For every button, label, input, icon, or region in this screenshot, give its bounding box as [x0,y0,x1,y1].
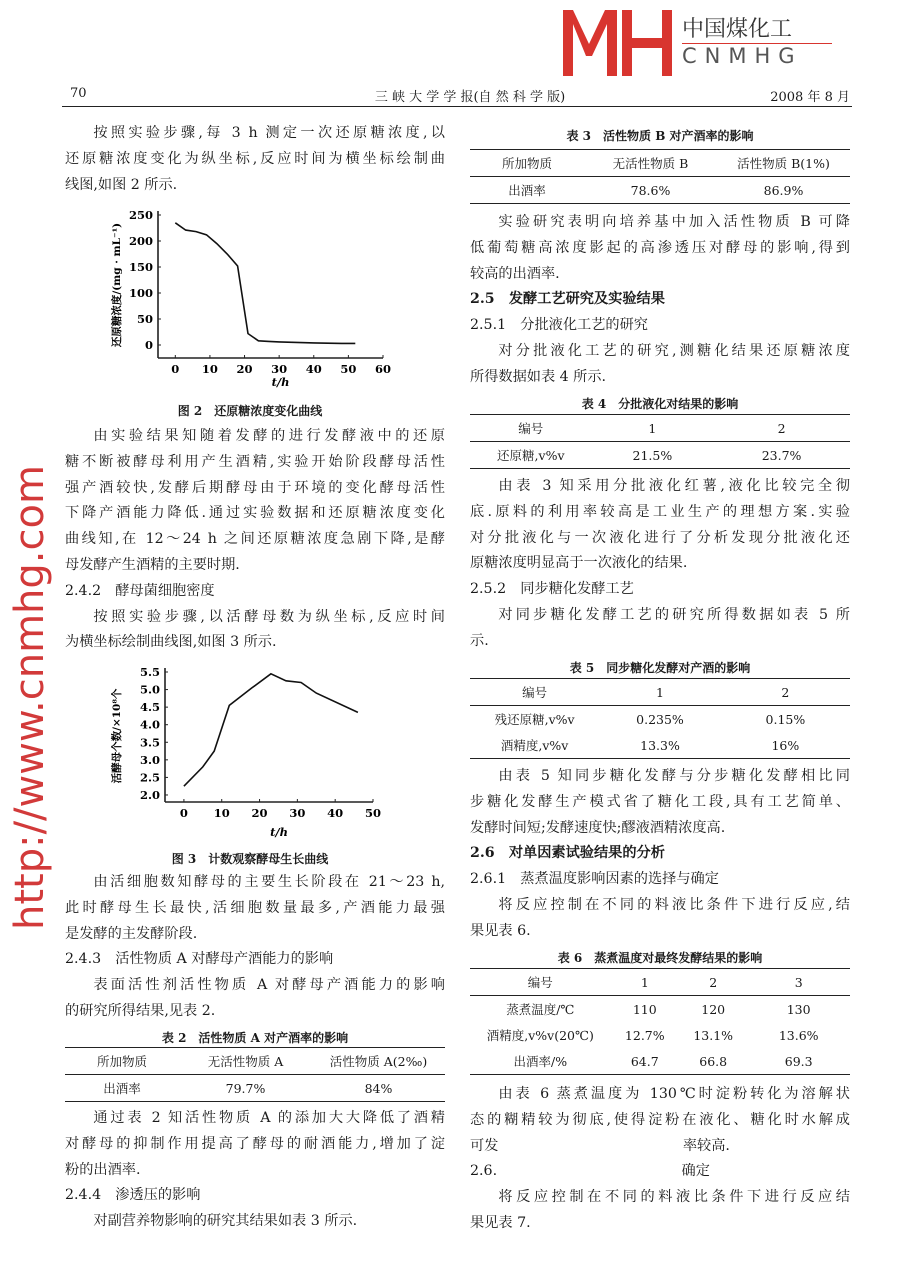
column-header: 所加物质 [501,156,552,171]
column-header: 1 [648,420,657,436]
table-cell: 13.3% [640,737,680,753]
logo-text-cn: 中国煤化工 [682,12,832,44]
table-cell: 酒精度,v%v(20℃) [486,1028,594,1043]
text-line: 由表 3 知采用分批液化红薯,液化比较完全彻 [498,478,850,494]
section-heading: 2.5.2 同步糖化发酵工艺 [470,581,634,598]
column-header: 3 [794,974,803,990]
figure-3-caption: 图 3 计数观察酵母生长曲线 [171,852,329,866]
table-cell: 120 [701,1001,726,1017]
section-heading: 2.6 对单因素试验结果的分析 [470,845,665,862]
y-tick-label: 3.5 [139,735,160,750]
column-header: 编号 [522,685,548,700]
text-line: 还原糖浓度变化为纵坐标,反应时间为横坐标绘制曲 [65,150,445,167]
column-header: 编号 [527,975,553,990]
table-cell: 110 [632,1001,657,1017]
text-line: 强产酒较快,发酵后期酵母由于环境的变化酵母活性 [65,479,445,496]
cnmhg-logo [560,10,675,76]
text-line: 的研究所得结果,见表 2. [65,1002,216,1019]
table-cell: 86.9% [763,182,804,198]
text-line: 由实验结果知随着发酵的进行发酵液中的还原 [93,428,445,444]
text-line: 将反应控制在不同的料液比条件下进行反应结 [498,1189,850,1206]
y-tick-label: 2.5 [139,770,160,785]
table-cell: 0.15% [765,711,806,727]
table-cell: 23.7% [761,447,802,463]
text-line: 可发 率较高. [470,1137,730,1154]
text-line: 实验研究表明向培养基中加入活性物质 B 可降 [498,214,850,230]
y-tick-label: 4.5 [139,700,160,715]
column-header: 1 [640,974,649,990]
x-tick-label: 40 [327,806,344,820]
table-cell: 21.5% [632,447,673,463]
x-tick-label: 20 [251,806,268,820]
text-line: 粉的出酒率. [65,1161,141,1178]
y-tick-label: 150 [128,260,153,274]
x-tick-label: 50 [364,806,382,820]
text-line: 发酵时间短;发酵速度快;醪液酒精浓度高. [470,819,726,836]
table-cell: 66.8 [699,1053,728,1069]
section-heading: 2.4.2 酵母菌细胞密度 [65,582,215,599]
text-line: 按照实验步骤,以活酵母数为纵坐标,反应时间 [93,608,445,625]
column-header: 无活性物质 B [612,156,689,171]
table-cell: 出酒率 [508,183,546,198]
figure-2-caption: 图 2 还原糖浓度变化曲线 [177,404,323,418]
y-tick-label: 4.0 [139,717,160,732]
section-heading: 2.4.4 渗透压的影响 [65,1187,201,1204]
table-cell: 蒸煮温度/℃ [506,1002,575,1017]
text-line: 对副营养物影响的研究其结果如表 3 所示. [93,1213,358,1230]
text-line: 是发酵的主发酵阶段. [65,925,198,942]
x-tick-label: 40 [305,362,322,376]
journal-title: 三 峡 大 学 学 报(自 然 科 学 版) [374,90,566,105]
table-cell: 13.6% [778,1027,819,1043]
table-2-caption: 表 2 活性物质 A 对产酒率的影响 [161,1031,349,1045]
text-line: 通过表 2 知活性物质 A 的添加大大降低了酒精 [93,1110,445,1126]
column-header: 1 [656,684,664,700]
section-heading: 2.6.1 蒸煮温度影响因素的选择与确定 [470,871,719,888]
section-heading: 2.6. 确定 [470,1163,710,1180]
y-tick-label: 50 [136,312,153,326]
table-6-caption: 表 6 蒸煮温度对最终发酵结果的影响 [557,951,763,965]
text-line: 所得数据如表 4 所示. [470,368,607,385]
text-line: 为横坐标绘制曲线图,如图 3 所示. [65,634,277,651]
text-line: 步糖化发酵生产模式省了糖化工段,具有工艺简单、 [470,793,850,810]
y-tick-label: 250 [128,208,153,222]
table-4-caption: 表 4 分批液化对结果的影响 [581,397,739,411]
text-line: 下降产酒能力降低.通过实验数据和还原糖浓度变化 [65,505,445,522]
y-tick-label: 3.0 [139,752,160,767]
x-tick-label: 10 [213,806,230,820]
text-line: 糖不断被酵母利用产生酒精,实验开始阶段酵母活性 [65,453,445,470]
x-tick-label: 50 [340,362,357,376]
table-cell: 64.7 [630,1053,659,1069]
table-cell: 酒精度,v%v [500,738,569,753]
table-cell: 0.235% [636,711,684,727]
y-axis-label: 活酵母个数/×10⁸个 [111,688,123,784]
table-cell: 16% [771,737,800,753]
table-cell: 12.7% [624,1027,665,1043]
text-line: 对酵母的抑制作用提高了酵母的耐酒能力,增加了淀 [65,1135,445,1152]
text-line: 此时酵母生长最快,活细胞数量最多,产酒能力最强 [65,899,445,916]
text-line: 按照实验步骤,每 3 h 测定一次还原糖浓度,以 [93,125,445,141]
x-tick-label: 0 [179,806,188,820]
text-line: 对分批液化与一次液化进行了分析发现分批液化还 [470,529,850,546]
text-line: 母发酵产生酒精的主要时期. [65,556,240,573]
table-cell: 残还原糖,v%v [494,712,575,727]
table-cell: 69.3 [784,1053,813,1069]
text-line: 果见表 7. [470,1214,531,1231]
x-tick-label: 10 [201,362,218,376]
column-header: 2 [781,684,790,700]
text-line: 底.原料的利用率较高是工业生产的理想方案.实验 [470,503,850,520]
table-cell: 还原糖,v%v [497,448,565,463]
text-line: 低葡萄糖高浓度影起的高渗透压对酵母的影响,得到 [470,239,850,256]
table-5-caption: 表 5 同步糖化发酵对产酒的影响 [569,661,751,675]
data-line [184,674,358,786]
column-header: 2 [777,420,786,436]
column-header: 活性物质 B(1%) [737,156,830,171]
text-line: 将反应控制在不同的料液比条件下进行反应,结 [498,896,850,913]
section-heading: 2.5 发酵工艺研究及实验结果 [470,291,665,308]
table-cell: 84% [364,1080,393,1096]
x-axis-label: t/h [270,825,288,839]
section-heading: 2.4.3 活性物质 A 对酵母产酒能力的影响 [65,951,334,968]
table-cell: 78.6% [630,182,671,198]
y-tick-label: 5.5 [139,665,160,679]
text-line: 由表 6 蒸煮温度为 130℃时淀粉转化为溶解状 [498,1086,850,1102]
data-line [175,223,355,344]
text-line: 果见表 6. [470,922,531,939]
x-tick-label: 0 [171,362,180,376]
column-header: 无活性物质 A [207,1054,284,1069]
table-cell: 79.7% [225,1080,266,1096]
text-line: 对分批液化工艺的研究,测糖化结果还原糖浓度 [498,342,850,359]
text-line: 由表 5 知同步糖化发酵与分步糖化发酵相比同 [498,768,850,784]
text-line: 较高的出酒率. [470,265,560,282]
y-axis-label: 还原糖浓度/(mg · mL⁻¹) [111,222,123,348]
text-line: 曲线知,在 12～24 h 之间还原糖浓度急剧下降,是酵 [65,531,445,548]
x-tick-label: 20 [236,362,253,376]
logo-text-en: CNMHG [682,44,803,68]
y-tick-label: 2.0 [139,787,160,802]
column-header: 编号 [518,421,544,436]
url-watermark: http://www.cnmhg.com [7,465,53,930]
x-tick-label: 30 [289,806,306,820]
text-line: 对同步糖化发酵工艺的研究所得数据如表 5 所 [498,606,850,623]
y-tick-label: 100 [128,286,153,300]
issue-date: 2008 年 8 月 [770,90,850,105]
table-cell: 出酒率 [103,1081,141,1096]
text-line: 原糖浓度明显高于一次液化的结果. [470,555,688,572]
table-cell: 13.1% [693,1027,734,1043]
page-number: 70 [70,86,87,101]
text-line: 由活细胞数知酵母的主要生长阶段在 21～23 h, [93,874,445,890]
column-header: 所加物质 [96,1054,147,1069]
table-3-caption: 表 3 活性物质 B 对产酒率的影响 [566,129,754,143]
text-line: 示. [470,632,489,649]
x-tick-label: 60 [374,362,392,376]
logo-text [682,12,832,74]
column-header: 活性物质 A(2‰) [329,1054,428,1069]
y-tick-label: 0 [144,338,153,352]
text-line: 表面活性剂活性物质 A 对酵母产酒能力的影响 [93,977,445,994]
table-cell: 130 [786,1001,811,1017]
table-cell: 出酒率/% [513,1054,568,1069]
x-axis-label: t/h [271,375,290,389]
text-line: 线图,如图 2 所示. [65,176,178,193]
y-tick-label: 200 [128,234,153,248]
text-line: 态的糊精较为彻底,使得淀粉在液化、糖化时水解成 [470,1111,850,1128]
x-tick-label: 30 [271,362,288,376]
y-tick-label: 5.0 [139,682,160,697]
column-header: 2 [709,974,718,990]
section-heading: 2.5.1 分批液化工艺的研究 [470,317,648,334]
logo-mark-icon [560,10,675,76]
